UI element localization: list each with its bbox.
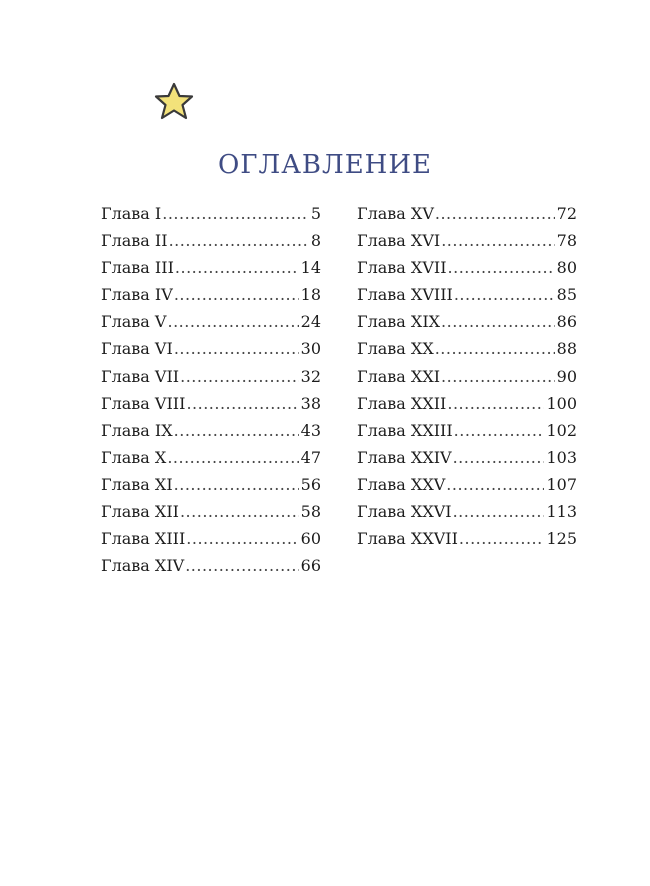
toc-entry-label: Глава XXIV: [357, 447, 452, 467]
toc-leader-dots: [174, 417, 299, 444]
toc-entry-page: 8: [310, 231, 321, 251]
toc-leader-dots: [174, 471, 299, 498]
toc-entry-label: Глава XIII: [101, 529, 186, 549]
toc-leader-dots: [186, 390, 298, 417]
toc-column-left: [101, 200, 321, 579]
toc-entry[interactable]: [357, 200, 577, 227]
toc-entry-page: 24: [300, 312, 321, 332]
toc-entry[interactable]: [357, 525, 577, 552]
toc-entry[interactable]: [101, 417, 321, 444]
toc-leader-dots: [446, 471, 544, 498]
toc-entry-label: Глава I: [101, 204, 162, 223]
toc-column-right: [357, 200, 577, 552]
toc-leader-dots: [441, 363, 555, 390]
toc-entry-label: Глава XVIII: [357, 285, 453, 305]
toc-entry-label: Глава II: [101, 231, 168, 251]
toc-entry[interactable]: [357, 227, 577, 254]
toc-entry[interactable]: [101, 471, 321, 498]
toc-entry-page: 72: [556, 204, 577, 223]
toc-entry[interactable]: [101, 254, 321, 281]
toc-entry[interactable]: [101, 390, 321, 417]
toc-entry[interactable]: [101, 308, 321, 335]
toc-leader-dots: [174, 281, 299, 308]
toc-entry[interactable]: [357, 254, 577, 281]
toc-entry[interactable]: [101, 444, 321, 471]
toc-entry-label: Глава IX: [101, 420, 173, 440]
toc-entry-label: Глава V: [101, 312, 167, 332]
toc-entry-page: 56: [300, 474, 321, 494]
toc-entry-page: 47: [300, 447, 321, 467]
toc-entry-label: Глава XXVI: [357, 502, 452, 522]
toc-entry[interactable]: [357, 281, 577, 308]
toc-leader-dots: [441, 308, 555, 335]
toc-entry[interactable]: [101, 498, 321, 525]
toc-leader-dots: [167, 444, 298, 471]
toc-leader-dots: [435, 335, 555, 362]
toc-entry-page: 43: [300, 420, 321, 440]
toc-entry-page: 58: [300, 502, 321, 522]
toc-leader-dots: [441, 227, 554, 254]
toc-entry-page: 78: [556, 231, 577, 251]
toc-leader-dots: [435, 200, 555, 227]
toc-entry[interactable]: [357, 390, 577, 417]
toc-entry-label: Глава XXII: [357, 393, 447, 413]
toc-entry-page: 30: [300, 339, 321, 359]
toc-entry[interactable]: [357, 363, 577, 390]
toc-entry-label: Глава XIV: [101, 556, 185, 576]
toc-entry-page: 5: [310, 204, 321, 223]
toc-entry-label: Глава XXI: [357, 366, 441, 386]
toc-leader-dots: [453, 498, 545, 525]
toc-entry[interactable]: [101, 227, 321, 254]
toc-leader-dots: [186, 525, 298, 552]
toc-entry[interactable]: [357, 471, 577, 498]
toc-entry-label: Глава VIII: [101, 393, 186, 413]
toc-entry-page: 107: [546, 474, 577, 494]
toc-entry-label: Глава XXV: [357, 474, 446, 494]
toc-entry[interactable]: [101, 552, 321, 579]
toc-entry[interactable]: [101, 200, 321, 227]
toc-entry-page: 113: [546, 502, 577, 522]
toc-entry-label: Глава XVII: [357, 258, 447, 278]
toc-leader-dots: [180, 498, 299, 525]
toc-entry-label: Глава XVI: [357, 231, 441, 251]
page-title: ОГЛАВЛЕНИЕ: [217, 150, 433, 180]
toc-entry[interactable]: [357, 335, 577, 362]
toc-entry-page: 86: [556, 312, 577, 332]
toc-entry-label: Глава VI: [101, 339, 173, 359]
toc-leader-dots: [169, 227, 309, 254]
toc-entry-label: Глава XX: [357, 339, 434, 359]
toc-entry-page: 32: [300, 366, 321, 386]
toc-leader-dots: [454, 417, 545, 444]
toc-entry-label: Глава XXVII: [357, 529, 458, 549]
toc-leader-dots: [162, 200, 309, 227]
toc-leader-dots: [175, 254, 299, 281]
toc-entry[interactable]: [101, 281, 321, 308]
star-icon: [154, 82, 196, 122]
toc-entry[interactable]: [101, 363, 321, 390]
toc-leader-dots: [185, 552, 298, 579]
toc-entry-page: 100: [546, 393, 577, 413]
toc-entry-page: 66: [300, 556, 321, 576]
toc-entry-label: Глава III: [101, 258, 174, 278]
toc-entry-page: 102: [546, 420, 577, 440]
toc-entry-page: 88: [556, 339, 577, 359]
toc-entry-page: 85: [556, 285, 577, 305]
toc-entry-label: Глава VII: [101, 366, 180, 386]
toc-entry-page: 38: [300, 393, 321, 413]
toc-leader-dots: [459, 525, 545, 552]
toc-entry-page: 103: [546, 447, 577, 467]
toc-entry-label: Глава XIX: [357, 312, 441, 332]
toc-entry[interactable]: [357, 498, 577, 525]
toc-leader-dots: [167, 308, 298, 335]
toc-entry-label: Глава XI: [101, 474, 173, 494]
toc-leader-dots: [454, 281, 555, 308]
toc-entry-page: 14: [300, 258, 321, 278]
toc-entry-label: Глава XV: [357, 204, 434, 223]
toc-entry-label: Глава XXIII: [357, 420, 453, 440]
toc-entry[interactable]: [357, 444, 577, 471]
toc-entry-label: Глава IV: [101, 285, 173, 305]
toc-entry[interactable]: [357, 417, 577, 444]
toc-entry-page: 125: [546, 529, 577, 549]
toc-entry-page: 80: [556, 258, 577, 278]
toc-leader-dots: [447, 390, 544, 417]
toc-entry-label: Глава X: [101, 447, 167, 467]
toc-entry[interactable]: [101, 335, 321, 362]
toc-leader-dots: [174, 335, 299, 362]
toc-entry[interactable]: [357, 308, 577, 335]
toc-leader-dots: [180, 363, 299, 390]
toc-entry-label: Глава XII: [101, 502, 179, 522]
toc-entry[interactable]: [101, 525, 321, 552]
toc-leader-dots: [453, 444, 545, 471]
toc-entry-page: 60: [300, 529, 321, 549]
toc-entry-page: 18: [300, 285, 321, 305]
toc-entry-page: 90: [556, 366, 577, 386]
toc-leader-dots: [448, 254, 555, 281]
